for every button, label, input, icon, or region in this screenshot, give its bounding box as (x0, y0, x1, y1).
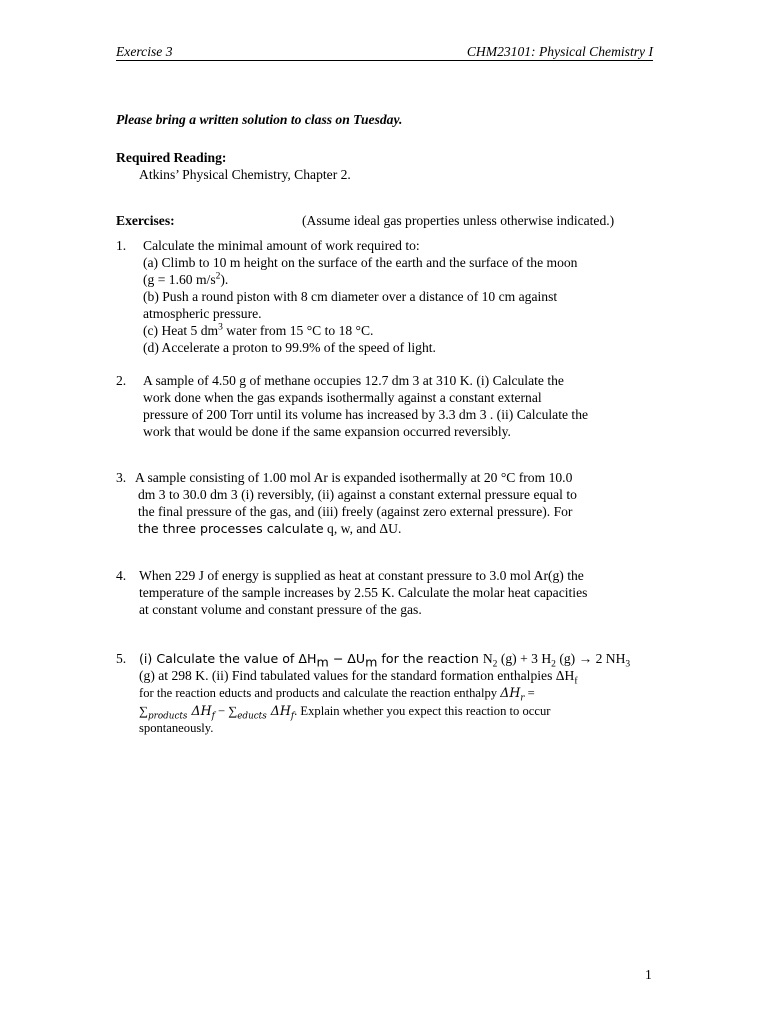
page-header (116, 43, 653, 61)
header-left: Exercise 3 (116, 44, 173, 59)
exercise-number: 5. (116, 651, 127, 666)
exercise-line: atmospheric pressure. (143, 306, 262, 321)
exercise-line: dm 3 to 30.0 dm 3 (i) reversibly, (ii) against a constant external pressure equal to (138, 487, 577, 502)
exercise-line: (a) Climb to 10 m height on the surface of the earth and the surface of the moon (143, 255, 578, 270)
exercise-line: pressure of 200 Torr until its volume has increased by 3.3 dm 3 . (ii) Calculate the (143, 407, 589, 422)
reading-text: Atkins’ Physical Chemistry, Chapter 2. (139, 167, 351, 182)
exercise-line: work done when the gas expands isothermally against a constant external (143, 390, 542, 405)
exercise-line: (g) at 298 K. (ii) Find tabulated values for the standard formation enthalpies $\Delta H_f$ (139, 668, 578, 687)
exercise-line: for the reaction educts and products and calculate the reaction enthalpy $\Delta H_r$ = (139, 685, 535, 704)
notice-text: Please bring a written solution to class on Tuesday. (116, 112, 403, 127)
exercise-line: $\sum_{products}$ $\Delta H_f - \sum_{educts}$ $\Delta H_f$. Explain whether you expect this reaction to occur (139, 703, 551, 722)
exercise-line: (c) Heat 5 $dm^3$ water from 15 °C to 18 °C. (143, 322, 374, 338)
exercise-line: work that would be done if the same expansion occurred reversibly. (143, 424, 511, 439)
exercise-line: A sample of 4.50 g of methane occupies 12.7 dm 3 at 310 K. (i) Calculate the (143, 373, 564, 388)
exercise-line: Calculate the minimal amount of work required to: (143, 238, 420, 253)
page-number: 1 (645, 967, 652, 982)
exercise-line: spontaneously. (139, 721, 214, 735)
exercise-line: A sample consisting of 1.00 mol Ar is expanded isothermally at 20 °C from 10.0 (135, 470, 573, 485)
exercises-note: (Assume ideal gas properties unless otherwise indicated.) (302, 213, 615, 228)
exercises-heading: Exercises: (116, 213, 175, 228)
header-right: CHM23101: Physical Chemistry I (466, 44, 653, 59)
exercise-line: at constant volume and constant pressure of the gas. (139, 602, 422, 617)
exercise-line: (d) Accelerate a proton to 99.9% of the speed of light. (143, 340, 436, 355)
exercise-line: (b) Push a round piston with 8 cm diameter over a distance of 10 cm against (143, 289, 558, 304)
exercise-line: (g = 1.60 $m/s^2$). (143, 271, 229, 287)
exercise-number: 2. (116, 373, 127, 388)
reading-heading: Required Reading: (116, 150, 227, 165)
exercise-line: When 229 J of energy is supplied as heat at constant pressure to 3.0 mol Ar(g) the (139, 568, 584, 583)
exercise-line: the final pressure of the gas, and (iii) freely (against zero external pressure). For (138, 504, 573, 519)
exercise-line: the three processes calculate q, w, and ΔU. (138, 521, 402, 536)
exercise-line: temperature of the sample increases by 2.55 K. Calculate the molar heat capacities (139, 585, 588, 600)
exercise-number: 1. (116, 238, 127, 253)
exercise-number: 3. (116, 470, 127, 485)
exercise-line: (i) Calculate the value of $\Delta H_m - \Delta U_m$ for the reaction $N_2$ (g) + 3 $H_2$ (g) → 2 $NH_3$ (139, 651, 631, 670)
exercise-number: 4. (116, 568, 127, 583)
